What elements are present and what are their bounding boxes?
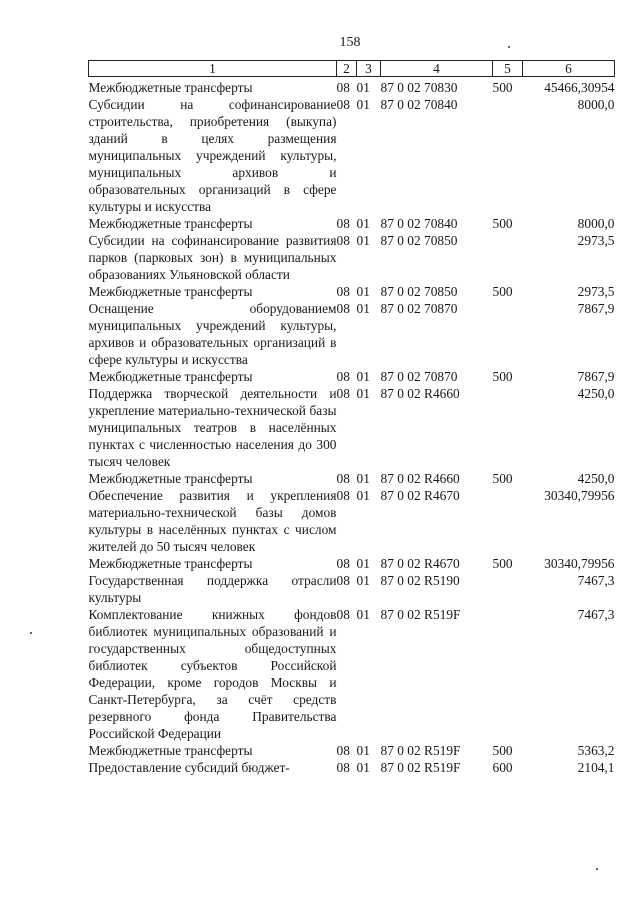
row-subsection: 01	[356, 301, 370, 316]
row-target-code: 87 0 02 70830	[380, 80, 458, 95]
row-expense-type: 500	[492, 471, 513, 486]
row-section: 08	[336, 607, 350, 622]
row-target-code: 87 0 02 R519F	[380, 607, 461, 622]
row-name: Межбюджетные трансферты	[88, 216, 253, 231]
row-expense-type	[493, 232, 523, 283]
row-section: 08	[336, 284, 350, 299]
row-subsection: 01	[356, 573, 370, 588]
row-name: Комплектование книжных фондов библиотек муниципальных образований и государственных общедоступных библиотек субъектов Российской Федерации, кроме городов Москвы и Санкт-Петербурга, за счёт средств резервного фонда Правительства Российской Федерации	[88, 607, 337, 741]
table-row	[89, 742, 615, 759]
row-expense-type: 500	[492, 284, 513, 299]
budget-table	[88, 60, 615, 776]
table-body	[89, 77, 615, 777]
row-target-code: 87 0 02 R4660	[380, 386, 460, 401]
row-section: 08	[336, 743, 350, 758]
row-expense-type: 500	[492, 743, 513, 758]
row-name: Межбюджетные трансферты	[88, 284, 253, 299]
row-amount: 4250,0	[577, 471, 615, 486]
row-expense-type	[493, 572, 523, 606]
table-row	[89, 606, 615, 742]
header-col-expense-type: 5	[493, 61, 523, 77]
row-name: Субсидии на софинансирование строительства, приобретения (выкупа) зданий в целях размещения муниципальных учреждений культуры, муниципальных архивов и образовательных организаций в сфере культуры и искусства	[88, 97, 337, 214]
row-section: 08	[336, 216, 350, 231]
row-section: 08	[336, 556, 350, 571]
table-row	[89, 487, 615, 555]
row-expense-type	[493, 487, 523, 555]
row-amount: 5363,2	[577, 743, 615, 758]
table-row	[89, 77, 615, 97]
row-name: Межбюджетные трансферты	[88, 743, 253, 758]
row-expense-type: 500	[492, 556, 513, 571]
table-row	[89, 555, 615, 572]
table-header	[89, 61, 615, 77]
table-row	[89, 368, 615, 385]
row-name: Государственная поддержка отрасли культуры	[88, 573, 337, 605]
row-target-code: 87 0 02 70870	[380, 301, 458, 316]
scan-speck	[508, 46, 510, 48]
row-name: Межбюджетные трансферты	[88, 369, 253, 384]
row-expense-type: 600	[492, 760, 513, 775]
row-name: Межбюджетные трансферты	[88, 471, 253, 486]
row-section: 08	[336, 233, 350, 248]
header-col-subsection: 3	[357, 61, 381, 77]
scan-speck	[596, 868, 598, 870]
table-row	[89, 215, 615, 232]
row-section: 08	[336, 471, 350, 486]
row-amount: 7467,3	[577, 607, 615, 622]
row-expense-type	[493, 300, 523, 368]
row-subsection: 01	[356, 386, 370, 401]
row-target-code: 87 0 02 70870	[380, 369, 458, 384]
row-amount: 8000,0	[577, 97, 615, 112]
row-subsection: 01	[356, 80, 370, 95]
header-row	[89, 61, 615, 77]
row-subsection: 01	[356, 556, 370, 571]
row-section: 08	[336, 573, 350, 588]
row-section: 08	[336, 80, 350, 95]
row-subsection: 01	[356, 743, 370, 758]
row-section: 08	[336, 369, 350, 384]
row-amount: 45466,30954	[544, 80, 615, 95]
row-subsection: 01	[356, 369, 370, 384]
row-name: Оснащение оборудованием муниципальных учреждений культуры, архивов и образовательных организаций в сфере культуры и искусства	[88, 301, 337, 367]
row-section: 08	[336, 97, 350, 112]
row-amount: 30340,79956	[544, 488, 615, 503]
page-number: 158	[339, 35, 361, 50]
row-section: 08	[336, 760, 350, 775]
header-col-name: 1	[89, 61, 337, 77]
row-subsection: 01	[356, 488, 370, 503]
table-row	[89, 283, 615, 300]
table-row	[89, 572, 615, 606]
row-expense-type: 500	[492, 216, 513, 231]
row-subsection: 01	[356, 97, 370, 112]
row-section: 08	[336, 488, 350, 503]
row-target-code: 87 0 02 70850	[380, 284, 458, 299]
row-target-code: 87 0 02 R4670	[380, 556, 460, 571]
scan-speck	[30, 632, 32, 634]
row-target-code: 87 0 02 70850	[380, 233, 458, 248]
row-expense-type	[493, 96, 523, 215]
table-row	[89, 385, 615, 470]
row-expense-type: 500	[492, 80, 513, 95]
row-amount: 7867,9	[577, 301, 615, 316]
header-col-target-code: 4	[381, 61, 493, 77]
row-target-code: 87 0 02 R4660	[380, 471, 460, 486]
row-name: Поддержка творческой деятельности и укрепление материально-технической базы муниципальных театров в населённых пунктах с численностью населения до 300 тысяч человек	[88, 386, 337, 469]
row-amount: 2973,5	[577, 284, 615, 299]
row-subsection: 01	[356, 233, 370, 248]
table-row	[89, 470, 615, 487]
row-section: 08	[336, 301, 350, 316]
row-amount: 2973,5	[577, 233, 615, 248]
row-name: Субсидии на софинансирование развития парков (парковых зон) в муниципальных образованиях Ульяновской области	[88, 233, 337, 282]
table-row	[89, 96, 615, 215]
row-expense-type: 500	[492, 369, 513, 384]
table-row	[89, 759, 615, 776]
row-expense-type	[493, 606, 523, 742]
row-subsection: 01	[356, 471, 370, 486]
row-amount: 2104,1	[577, 760, 615, 775]
row-name: Предоставление субсидий бюджет-	[88, 760, 290, 775]
row-name: Межбюджетные трансферты	[88, 556, 253, 571]
header-col-amount: 6	[523, 61, 615, 77]
table-row	[89, 232, 615, 283]
row-name: Межбюджетные трансферты	[88, 80, 253, 95]
row-expense-type	[493, 385, 523, 470]
row-amount: 8000,0	[577, 216, 615, 231]
row-amount: 7467,3	[577, 573, 615, 588]
row-target-code: 87 0 02 R519F	[380, 760, 461, 775]
row-target-code: 87 0 02 R5190	[380, 573, 460, 588]
row-section: 08	[336, 386, 350, 401]
row-subsection: 01	[356, 607, 370, 622]
row-target-code: 87 0 02 70840	[380, 216, 458, 231]
row-target-code: 87 0 02 R4670	[380, 488, 460, 503]
header-col-section: 2	[337, 61, 357, 77]
row-subsection: 01	[356, 216, 370, 231]
table-row	[89, 300, 615, 368]
row-subsection: 01	[356, 284, 370, 299]
row-target-code: 87 0 02 70840	[380, 97, 458, 112]
row-amount: 30340,79956	[544, 556, 615, 571]
row-name: Обеспечение развития и укрепления материально-технической базы домов культуры в населённых пунктах с числом жителей до 50 тысяч человек	[88, 488, 337, 554]
row-amount: 4250,0	[577, 386, 615, 401]
row-amount: 7867,9	[577, 369, 615, 384]
row-target-code: 87 0 02 R519F	[380, 743, 461, 758]
row-subsection: 01	[356, 760, 370, 775]
